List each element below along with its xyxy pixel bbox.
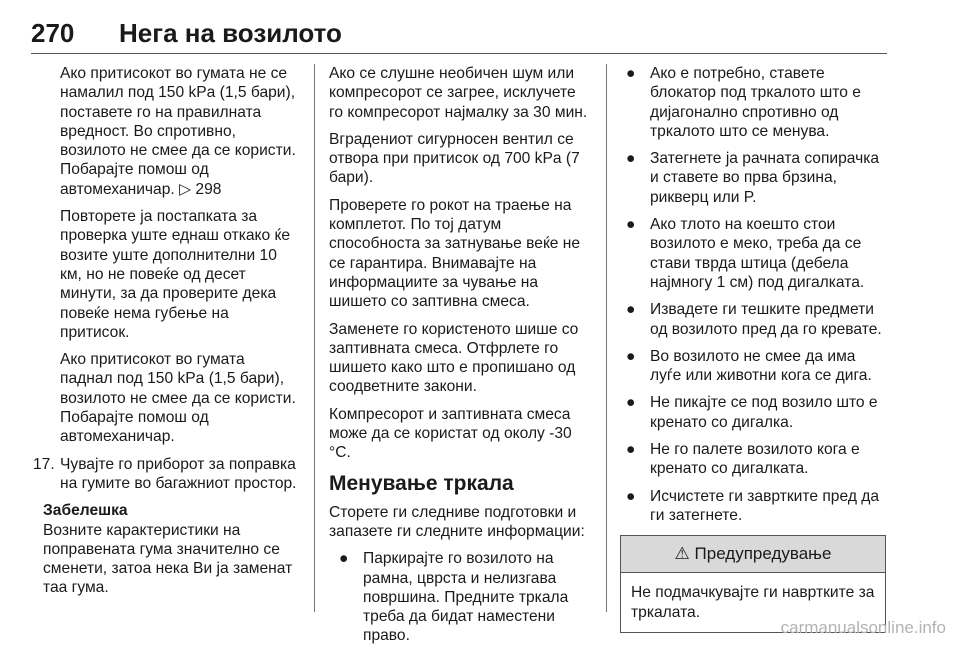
bullet-icon: ● [626, 216, 636, 234]
bullet-icon: ● [626, 301, 636, 319]
section-heading: Менување тркала [329, 471, 514, 495]
warning-header [621, 536, 885, 573]
bullet-list [329, 549, 593, 645]
list-item: ● Извадете ги тешките предмети од возилото пред да го кревате. [626, 301, 882, 338]
list-item: ● Паркирајте го возилото на рамна, цврста и нелизгава површина. Предните тркала треба да бидат наместени право. [339, 550, 569, 645]
note-title: Забелешка [43, 502, 128, 520]
list-item: ● Во возилото не смее да има луѓе или животни кога се дига. [626, 347, 872, 385]
warning-triangle-icon: ⚠ [674, 544, 690, 564]
watermark: carmanualsonline.info [780, 618, 946, 637]
paragraph-repeat-check: Повторете ја постапката за проверка уште еднаш откако ќе возите уште дополнителни 10 км, но не повеќе од десет минути, за да проверите дека повеќе нема губење на притисок. [60, 208, 291, 341]
paragraph-compressor-noise: Ако се слушне необичен шум или компресорот се загрее, исклучете го компресорот најмалку за 30 мин. [329, 65, 588, 121]
page-header [31, 18, 887, 52]
bullet-icon: ● [626, 347, 636, 365]
bullet-icon: ● [626, 394, 636, 412]
page-reference-icon: ▷ [179, 180, 192, 198]
chapter-title: Нега на возилото [119, 18, 342, 48]
list-item: ● Исчистете ги завртките пред да ги затегнете. [626, 487, 880, 524]
column-middle [329, 64, 593, 654]
paragraph-pressure-drop: Ако притисокот во гумата паднал под 150 kPa (1,5 бари), возилото не смее да се користи. Побарајте помош од автомеханичар. [60, 351, 296, 446]
list-item: ● Ако тлото на коешто стои возилото е меко, треба да се стави тврда штица (дебела најмногу 1 см) под дигалката. [626, 216, 865, 291]
list-item-text: Чувајте го приборот за поправка на гумите во багажниот простор. [60, 455, 297, 492]
list-item: ● Ако е потребно, ставете блокатор под тркалото што е дијагонално спротивно од тркалото што се менува. [626, 65, 861, 140]
paragraph-pressure-check: Ако притисокот во гумата не се намалил под 150 kPa (1,5 бари), поставете го на правилната вредност. Во спротивно, возилото не смее да се користи. Побарајте помош од автомеханичар. ▷ 298 [60, 65, 296, 198]
column-right [620, 64, 886, 633]
column-divider-2 [606, 64, 607, 612]
bullet-icon: ● [626, 65, 636, 82]
paragraph-expiry: Проверете го рокот на траење на комплетот. По тој датум способноста за затнување веќе не се гарантира. Внимавајте на информациите за чување на шишето со заптивна смеса. [329, 196, 581, 311]
list-item-number: 17. [33, 455, 55, 473]
bullet-icon: ● [626, 487, 636, 505]
paragraph-replace-bottle: Заменете го користеното шише со заптивната смеса. Отфрлете го шишето како што е пропишано од соодветните закони. [329, 320, 579, 396]
column-divider-1 [314, 64, 315, 612]
column-left [33, 64, 301, 606]
list-item: ● Не го палете возилото кога е кренато со дигалката. [626, 441, 860, 478]
bullet-icon: ● [626, 441, 636, 459]
section-intro: Сторете ги следниве подготовки и запазете ги следните информации: [329, 503, 585, 540]
bullet-list [620, 64, 886, 525]
warning-title: Предупредување [694, 544, 832, 564]
list-item-17 [33, 455, 301, 494]
paragraph-temperature: Компресорот и заптивната смеса може да се користат од околу -30 °C. [329, 405, 572, 462]
list-item: ● Не пикајте се под возило што е кренато со дигалка. [626, 394, 878, 431]
warning-text: Не подмачкувајте ги навртките за тркалата. [631, 584, 875, 621]
bullet-icon: ● [626, 150, 636, 168]
page-number: 270 [31, 18, 75, 48]
bullet-icon: ● [339, 550, 349, 568]
header-divider [31, 53, 887, 54]
note-text: Возните карактеристики на поправената гума значително се сменети, затоа нека Ви ја заменат таа гума. [43, 521, 293, 597]
list-item: ● Затегнете ја рачната сопирачка и ставете во прва брзина, рикверц или P. [626, 150, 880, 206]
page-reference-number: 298 [195, 180, 222, 198]
paragraph-safety-valve: Вградениот сигурносен вентил се отвора при притисок од 700 kPa (7 бари). [329, 130, 580, 187]
